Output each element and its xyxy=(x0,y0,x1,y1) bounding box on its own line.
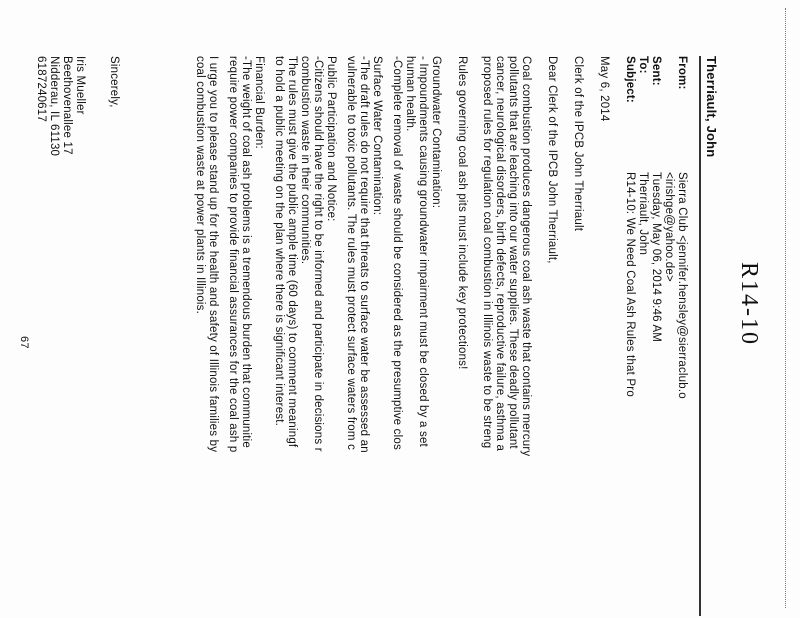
sender-name: Therriault, John xyxy=(704,56,719,158)
rules-intro: Rules governing coal ash pits must include key protections! xyxy=(456,56,468,370)
section-line: human health. xyxy=(404,56,416,132)
from-value: Sierra Club <jennifer.hensley@sierraclub.o xyxy=(676,172,688,399)
section-heading: Public Participation and Notice: xyxy=(325,56,337,222)
intro-line: proposed rules for regulation coal combustion in Illinois waste to be streng xyxy=(481,56,493,449)
intro-paragraph xyxy=(480,56,532,456)
section-heading: Surface Water Contamination: xyxy=(371,56,383,216)
docket-stamp: R14-10 xyxy=(736,262,762,346)
intro-line: cancer, neurological disorders, birth defects, reproductive failure, asthma a xyxy=(494,56,506,452)
section-line: -The weight of coal ash problems is a tremendous burden that communitie xyxy=(240,56,252,448)
from-email: <irishge@yahoo.de> xyxy=(663,172,675,282)
participation-section xyxy=(272,56,337,452)
to-value: Therriault, John xyxy=(637,172,649,256)
subject-label: Subject: xyxy=(624,56,636,103)
section-line: - Impoundments causing groundwater impairment must be closed by a set xyxy=(417,56,429,447)
salutation: Dear Clerk of the IPCB John Therriault, xyxy=(546,56,558,264)
sent-value: Tuesday, May 06, 2014 9:46 AM xyxy=(650,172,662,343)
intro-line: pollutants that are leaching into our water supplies. These deadly pollutant xyxy=(507,56,519,449)
section-line: to hold a public meeting on the plan where there is significant interest. xyxy=(273,56,285,427)
surface-water-section xyxy=(344,56,383,453)
from-label: From: xyxy=(676,56,688,90)
financial-section xyxy=(226,56,265,452)
section-heading: Financial Burden: xyxy=(253,56,265,149)
section-line: -The draft rules do not require that threats to surface water be assessed an xyxy=(358,56,370,453)
section-line: vulnerable to toxic pollutants. The rules must protect surface waters from c xyxy=(345,56,357,451)
signature-city: Nidderau, IL 61130 xyxy=(48,56,60,157)
recipient-line: Clerk of the IPCB John Therriault xyxy=(572,56,584,232)
section-heading: Groundwater Contamination: xyxy=(430,56,442,209)
section-line: -Complete removal of waste should be considered as the presumptive clos xyxy=(391,56,403,450)
page-number: 67 xyxy=(18,336,30,349)
section-line: -Citizens should have the right to be informed and participate in decisions r xyxy=(312,56,324,452)
scan-edge-noise xyxy=(785,8,786,608)
section-line: require power companies to provide financial assurances for the coal ash p xyxy=(227,56,239,453)
section-line: combustion waste in their communities. xyxy=(299,56,311,265)
signature-name: Iris Mueller xyxy=(74,56,86,115)
section-line: The rules must give the public ample time (60 days) to comment meaningf xyxy=(286,56,298,448)
signature-address: Beethovenallee 17 xyxy=(61,56,73,155)
signoff: Sincerely, xyxy=(108,56,120,108)
signature-block xyxy=(34,56,86,156)
closing-line: I urge you to please stand up for the health and safety of Illinois families by xyxy=(207,56,219,453)
closing-line: coal combustion waste at power plants in Illinois. xyxy=(194,56,206,315)
sent-label: Sent: xyxy=(650,56,662,86)
signature-phone: 6187240617 xyxy=(35,56,47,122)
intro-line: Coal combustion produces dangerous coal ash waste that contains mercury xyxy=(520,56,532,457)
letter-date: May 6, 2014 xyxy=(598,56,610,122)
subject-value: R14-10: We Need Coal Ash Rules that Pro xyxy=(624,172,636,397)
to-label: To: xyxy=(637,56,649,74)
header-rule xyxy=(699,56,701,616)
groundwater-section xyxy=(390,56,442,450)
closing-paragraph xyxy=(193,56,219,452)
